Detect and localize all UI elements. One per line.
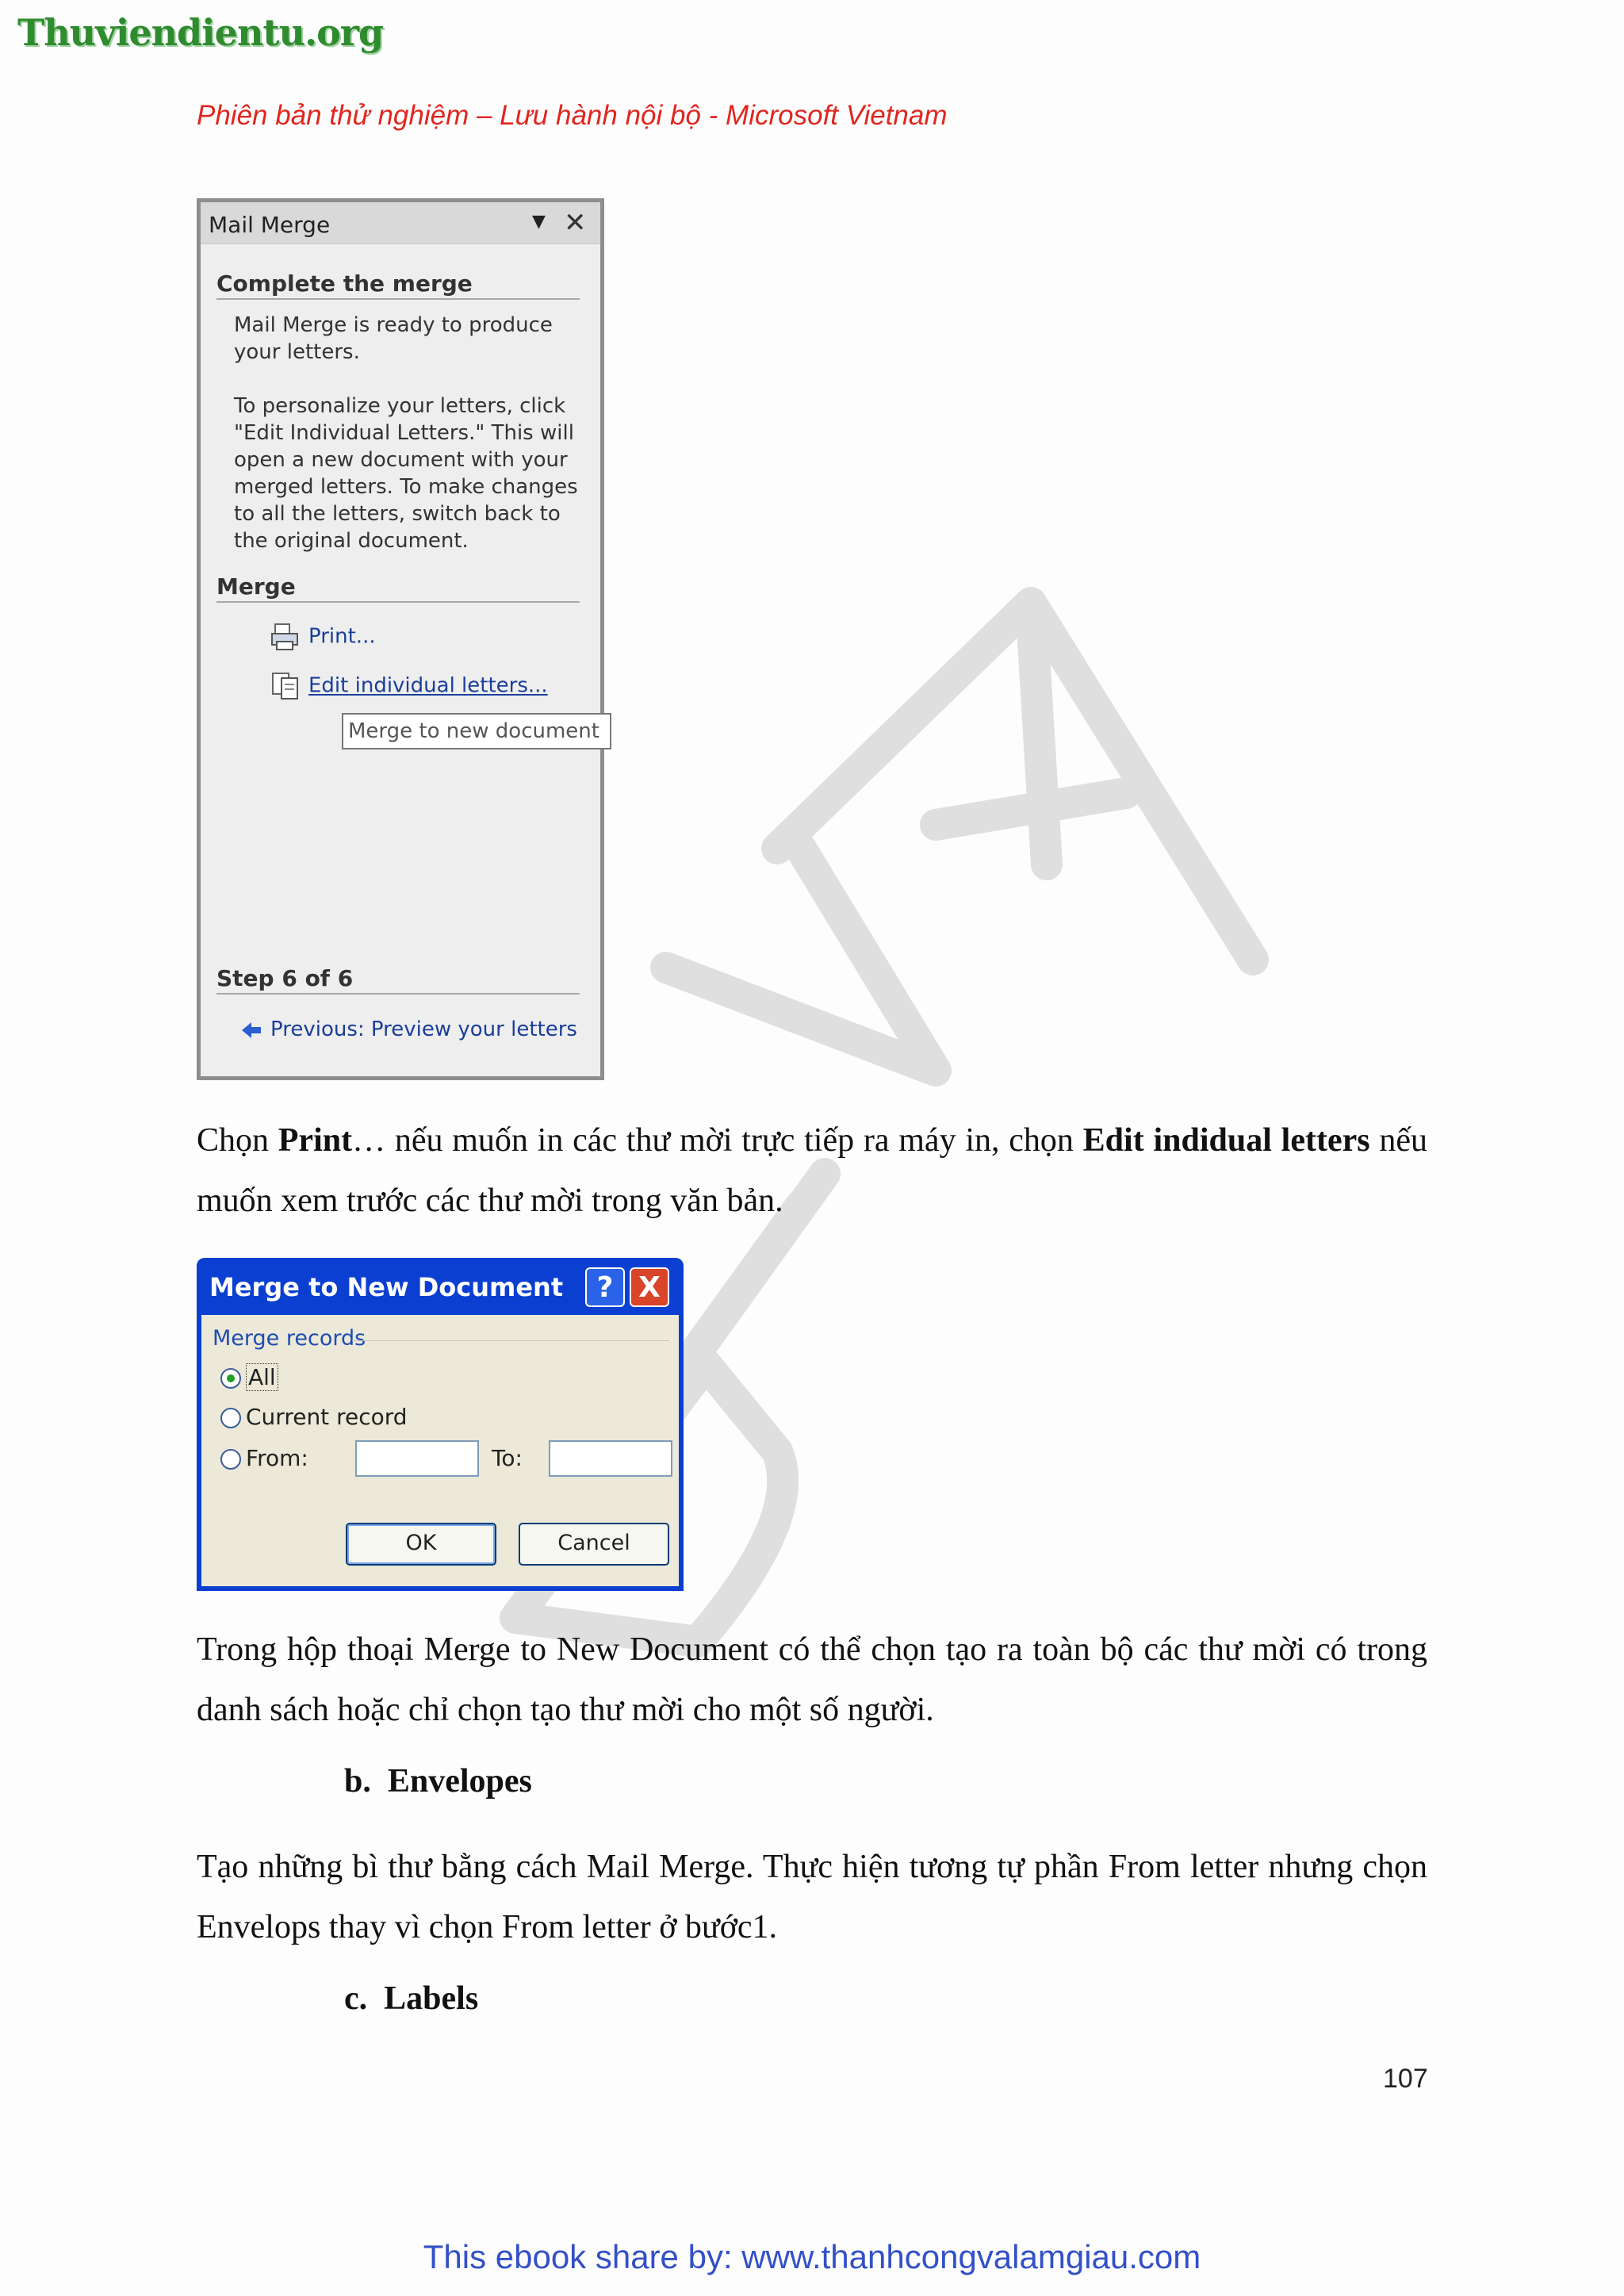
radio-current-label: Current record xyxy=(246,1404,408,1430)
radio-from[interactable] xyxy=(220,1445,308,1471)
radio-all-label: All xyxy=(246,1363,278,1391)
previous-link-label: Previous: Preview your letters xyxy=(270,1018,577,1041)
printer-icon xyxy=(270,623,302,651)
chevron-down-icon[interactable]: ▼ xyxy=(532,212,546,232)
section-c-title: Labels xyxy=(384,1980,479,2017)
radio-current-record[interactable] xyxy=(220,1404,408,1430)
pane-titlebar xyxy=(201,202,600,244)
print-link[interactable] xyxy=(270,623,376,651)
para1-bold-edit: Edit indidual letters xyxy=(1082,1122,1370,1159)
back-arrow-icon xyxy=(240,1021,262,1040)
para1-bold-print: Print xyxy=(278,1122,353,1159)
from-input[interactable] xyxy=(355,1440,479,1477)
edit-individual-letters-link[interactable] xyxy=(270,670,548,702)
section-c-heading xyxy=(344,1980,478,2018)
merge-heading: Merge xyxy=(216,573,580,603)
step-indicator: Step 6 of 6 xyxy=(216,965,580,995)
to-input[interactable] xyxy=(549,1440,672,1477)
page-number: 107 xyxy=(1383,2064,1428,2094)
group-divider xyxy=(352,1340,669,1341)
paragraph-dialog-description: Trong hộp thoại Merge to New Document có thể chọn tạo ra toàn bộ các thư mời có trong danh sách hoặc chỉ chọn tạo thư mời cho một số người. xyxy=(197,1631,1427,1728)
radio-from-label: From: xyxy=(246,1445,308,1471)
edit-link-label: Edit individual letters... xyxy=(308,673,548,698)
para1-text: nếu muốn xem trước các thư mời trong văn bản. xyxy=(197,1122,1427,1219)
personalize-text: To personalize your letters, click "Edit Individual Letters." This will open a new document with your merged letters. To make changes to all the letters, switch back to the original document. xyxy=(234,394,578,553)
pane-title: Mail Merge xyxy=(209,212,331,238)
section-c-marker: c. xyxy=(344,1980,368,2017)
radio-selected-icon xyxy=(220,1368,241,1389)
help-button[interactable]: ? xyxy=(585,1267,625,1307)
close-button[interactable]: X xyxy=(630,1267,669,1307)
ok-button[interactable]: OK xyxy=(346,1523,496,1566)
section-b-marker: b. xyxy=(344,1763,371,1800)
cancel-button[interactable]: Cancel xyxy=(519,1523,669,1566)
radio-all[interactable] xyxy=(220,1364,278,1390)
mail-merge-pane xyxy=(197,198,604,1080)
header-note: Phiên bản thử nghiệm – Lưu hành nội bộ - Microsoft Vietnam xyxy=(197,100,948,131)
merge-to-new-document-dialog xyxy=(197,1258,684,1591)
complete-merge-heading: Complete the merge xyxy=(216,270,580,300)
radio-icon xyxy=(220,1449,241,1470)
tooltip: Merge to new document xyxy=(342,713,611,749)
merge-records-label: Merge records xyxy=(213,1326,366,1351)
print-link-label: Print... xyxy=(308,624,376,649)
paragraph-print-or-edit xyxy=(197,1110,1427,1231)
site-logo: Thuviendientu.org xyxy=(17,11,384,54)
dialog-title: Merge to New Document xyxy=(209,1272,564,1302)
paragraph-envelopes: Tạo những bì thư bằng cách Mail Merge. Thực hiện tương tự phần From letter nhưng chọn Envelops thay vì chọn From letter ở bước1. xyxy=(197,1849,1427,1945)
close-icon[interactable]: ✕ xyxy=(564,207,587,239)
section-b-heading xyxy=(344,1762,532,1800)
to-label: To: xyxy=(492,1445,523,1471)
para1-text: … nếu muốn in các thư mời trực tiếp ra máy in, chọn xyxy=(352,1122,1083,1159)
document-icon xyxy=(270,670,302,702)
footer-share-link[interactable]: This ebook share by: www.thanhcongvalamgiau.com xyxy=(423,2238,1201,2275)
radio-icon xyxy=(220,1408,241,1428)
ready-text: Mail Merge is ready to produce your letters. xyxy=(234,313,553,364)
dialog-body xyxy=(201,1315,679,1586)
para1-text: Chọn xyxy=(197,1122,278,1159)
previous-step-link[interactable] xyxy=(240,1018,577,1041)
section-b-title: Envelopes xyxy=(387,1763,532,1800)
